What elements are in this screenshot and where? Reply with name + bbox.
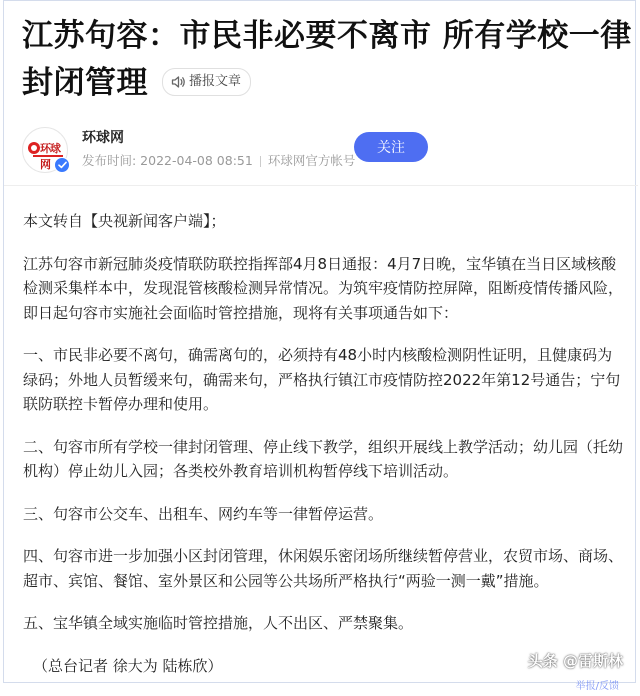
article-meta <box>82 151 355 169</box>
report-feedback-link[interactable]: 举报/反馈 <box>575 681 619 692</box>
globe-logo-icon <box>28 142 40 154</box>
article-title <box>22 13 634 107</box>
paragraph-item-1: 一、市民非必要不离句，确需离句的，必须持有48小时内核酸检测阴性证明，且健康码为绿码；外地人员暂缓来句，确需来句，严格执行镇江市疫情防控2022年第12号通告；宁句联防联控卡暂停办理和使用。 <box>23 346 621 413</box>
paragraph-item-5: 五、宝华镇全域实施临时管控措施，人不出区、严禁聚集。 <box>23 614 414 632</box>
reporter-credit: （总台记者 徐大为 陆栋欣） <box>33 656 223 675</box>
listen-article-button[interactable] <box>162 68 251 96</box>
paragraph-source: 本文转自【央视新闻客户端】； <box>23 212 226 230</box>
publish-time: 发布时间: 2022-04-08 08:51 <box>82 153 253 168</box>
follow-button[interactable]: 关注 <box>354 132 428 162</box>
platform-watermark: 头条 @雷斯林 <box>527 652 623 670</box>
header-divider <box>4 185 638 186</box>
article-title-text: 江苏句容：市民非必要不离市 所有学校一律封闭管理 <box>22 18 632 101</box>
article-frame <box>3 0 636 692</box>
account-description: 环球网官方帐号 <box>267 153 356 168</box>
listen-article-label: 播报文章 <box>189 74 242 89</box>
avatar-logo-text: 环球网 <box>40 142 60 171</box>
meta-divider <box>260 156 261 167</box>
author-name[interactable]: 环球网 <box>82 130 124 146</box>
paragraph-item-3: 三、句容市公交车、出租车、网约车等一律暂停运营。 <box>23 504 384 523</box>
verified-badge-icon <box>54 157 70 173</box>
article-body <box>23 209 627 696</box>
paragraph-item-4: 四、句容市进一步加强小区封闭管理，休闲娱乐密闭场所继续暂停营业，农贸市场、商场、超市、宾馆、餐馆、室外景区和公园等公共场所严格执行“两验一测一戴”措施。 <box>23 547 624 590</box>
author-bar <box>22 125 634 175</box>
paragraph-item-2: 二、句容市所有学校一律封闭管理、停止线下教学，组织开展线上教学活动；幼儿园（托幼机构）停止幼儿入园；各类校外教育培训机构暂停线下培训活动。 <box>23 437 624 480</box>
speaker-icon <box>171 75 186 89</box>
paragraph-announcement: 江苏句容市新冠肺炎疫情联防联控指挥部4月8日通报：4月7日晚，宝华镇在当日区域核酸检测采集样本中，发现混管核酸检测异常情况。为筑牢疫情防控屏障，阻断疫情传播风险，即日起句容市实施社会面临时管控措施，现将有关事项通告如下： <box>23 254 624 322</box>
